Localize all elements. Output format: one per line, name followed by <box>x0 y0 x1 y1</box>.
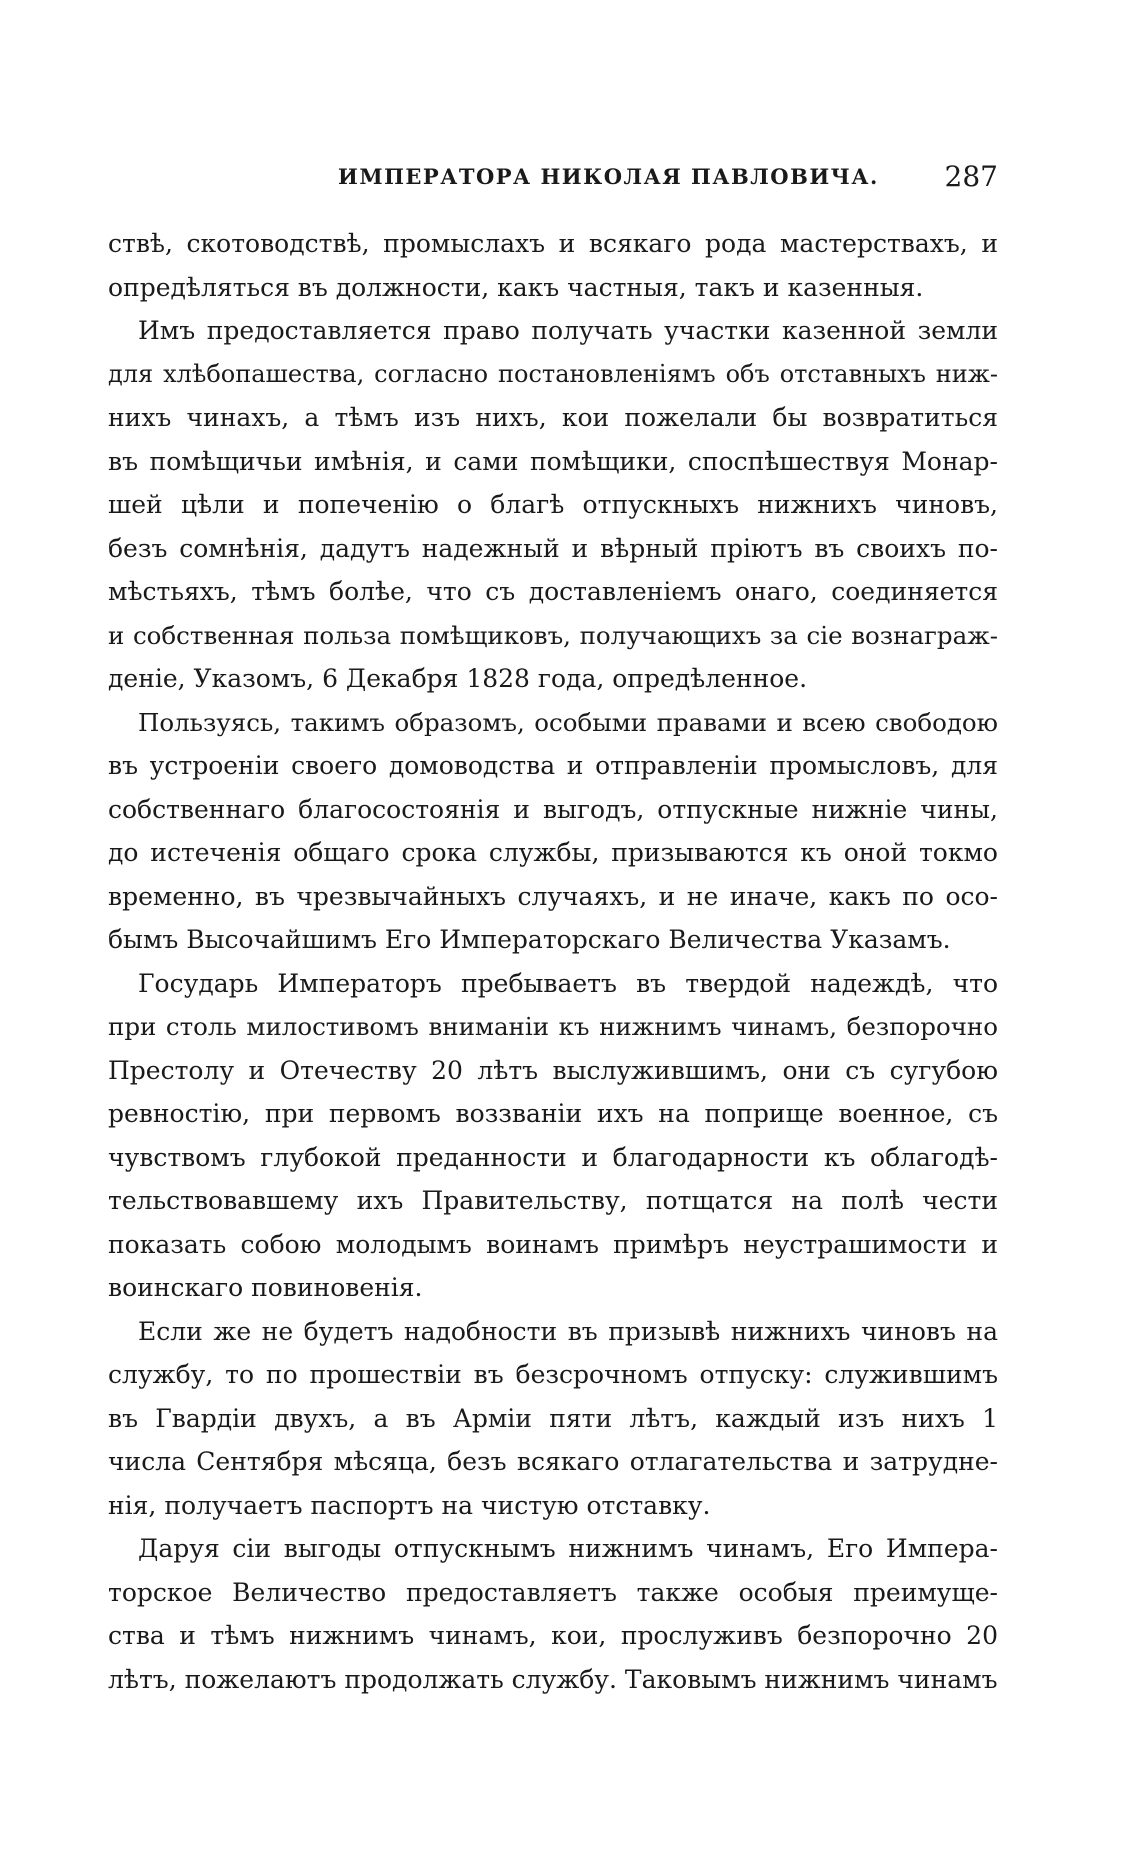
page-number: 287 <box>944 160 998 193</box>
text-line: Престолу и Отечеству 20 лѣтъ выслужившимъ, они съ сугубою <box>108 1055 998 1085</box>
text-line: лѣтъ, пожелаютъ продолжать службу. Таковымъ нижнимъ чинамъ <box>108 1664 998 1694</box>
text-line: въ Гвардіи двухъ, а въ Арміи пяти лѣтъ, каждый изъ нихъ 1 <box>108 1403 998 1433</box>
running-title: ИМПЕРАТОРА НИКОЛАЯ ПАВЛОВИЧА. <box>338 164 879 189</box>
text-line: службу, то по прошествіи въ безсрочномъ отпуску: служившимъ <box>108 1360 998 1389</box>
text-line: безъ сомнѣнія, дадутъ надежный и вѣрный пріютъ въ своихъ по- <box>108 533 998 563</box>
paragraph <box>108 1310 998 1528</box>
paragraph <box>108 962 998 1310</box>
text-line: въ устроеніи своего домоводства и отправленіи промысловъ, для <box>108 751 998 780</box>
text-line: деніе, Указомъ, 6 Декабря 1828 года, опредѣленное. <box>108 664 808 693</box>
text-line: бымъ Высочайшимъ Его Императорскаго Величества Указамъ. <box>108 925 951 954</box>
text-line: Даруя сіи выгоды отпускнымъ нижнимъ чинамъ, Его Импера- <box>138 1534 998 1563</box>
text-line: Если же не будетъ надобности въ призывѣ нижнихъ чиновъ на <box>138 1316 998 1346</box>
text-line: Имъ предоставляется право получать участки казенной земли <box>138 316 998 345</box>
body-text <box>108 222 998 1701</box>
text-line: и собственная польза помѣщиковъ, получающихъ за сіе вознаграж- <box>108 620 998 650</box>
running-head <box>108 160 998 200</box>
text-line: при столь милостивомъ вниманіи къ нижнимъ чинамъ, безпорочно <box>108 1012 998 1041</box>
paragraph <box>108 701 998 962</box>
paragraph <box>108 222 998 309</box>
text-line: ствѣ, скотоводствѣ, промыслахъ и всякаго рода мастерствахъ, и <box>108 229 998 258</box>
text-line: показать собою молодымъ воинамъ примѣръ неустрашимости и <box>108 1229 998 1259</box>
text-line: для хлѣбопашества, согласно постановленіямъ объ отставныхъ ниж- <box>108 359 998 388</box>
text-line: до истеченія общаго срока службы, призываются къ оной токмо <box>108 838 998 867</box>
text-line: нія, получаетъ паспортъ на чистую отставку. <box>108 1490 711 1520</box>
paragraph <box>108 309 998 701</box>
text-line: шей цѣли и попеченію о благѣ отпускныхъ нижнихъ чиновъ, <box>108 490 998 519</box>
text-line: ства и тѣмъ нижнимъ чинамъ, кои, прослуживъ безпорочно 20 <box>108 1621 998 1650</box>
text-line: нихъ чинахъ, а тѣмъ изъ нихъ, кои пожелали бы возвратиться <box>108 403 998 432</box>
text-line: ревностію, при первомъ воззваніи ихъ на поприще военное, съ <box>108 1099 998 1128</box>
text-line: Государь Императоръ пребываетъ въ твердой надеждѣ, что <box>138 968 998 998</box>
paragraph <box>108 1527 998 1701</box>
text-line: мѣстьяхъ, тѣмъ болѣе, что съ доставленіемъ онаго, соединяется <box>108 577 998 606</box>
text-line: собственнаго благосостоянія и выгодъ, отпускные нижніе чины, <box>108 794 998 824</box>
text-line: тельствовавшему ихъ Правительству, потщатся на полѣ чести <box>108 1186 998 1215</box>
text-line: опредѣляться въ должности, какъ частныя, такъ и казенныя. <box>108 272 924 302</box>
text-line: въ помѣщичьи имѣнія, и сами помѣщики, споспѣшествуя Монар- <box>108 446 998 476</box>
text-line: Пользуясь, такимъ образомъ, особыми правами и всею свободою <box>138 707 998 737</box>
text-line: торское Величество предоставляетъ также особыя преимуще- <box>108 1577 998 1607</box>
text-line: числа Сентября мѣсяца, безъ всякаго отлагательства и затрудне- <box>108 1447 998 1476</box>
text-line: чувствомъ глубокой преданности и благодарности къ облагодѣ- <box>108 1142 998 1172</box>
text-line: временно, въ чрезвычайныхъ случаяхъ, и не иначе, какъ по осо- <box>108 881 998 911</box>
text-line: воинскаго повиновенія. <box>108 1273 423 1302</box>
